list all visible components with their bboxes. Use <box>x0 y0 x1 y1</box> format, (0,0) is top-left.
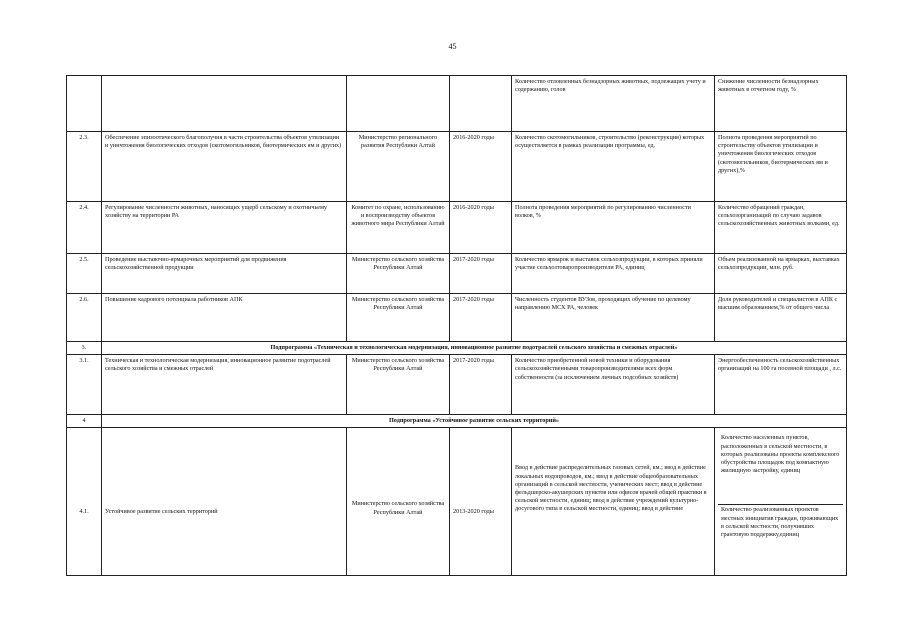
indicator-primary: Полнота проведения мероприятий по регулированию численности волков, % <box>512 202 715 254</box>
indicator-secondary-group <box>715 428 847 576</box>
period: 2017-2020 годы <box>450 355 512 415</box>
row-number: 3.1. <box>67 355 102 415</box>
subprogram-title: Подпрограмма «Техническая и технологическая модернизация, инновационное развитие подотраслей сельского хозяйства и смежных отраслей» <box>102 342 847 355</box>
indicator-secondary: Объем реализованной на ярмарках, выставках сельхозпродукции, млн. руб. <box>715 254 847 294</box>
executor: Комитет по охране, использованию и воспроизводству объектов животного мира Республики Алтай <box>347 202 450 254</box>
subprogram-number: 4 <box>67 415 102 428</box>
table-row <box>67 254 847 294</box>
row-number <box>67 76 102 132</box>
event-name: Техническая и технологическая модернизация, инновационное развитие подотраслей сельского хозяйства и смежных отраслей <box>102 355 347 415</box>
subprogram-number: 3. <box>67 342 102 355</box>
table-row <box>67 428 847 576</box>
indicator-primary: Количество отловленных безнадзорных животных, подлежащих учету и содержанию, голов <box>512 76 715 132</box>
event-name: Устойчивое развитие сельских территорий <box>102 428 347 576</box>
period <box>450 76 512 132</box>
subprogram-row <box>67 342 847 355</box>
executor <box>347 76 450 132</box>
indicator-secondary: Доля руководителей и специалистов в АПК с высшим образованием,% от общего числа <box>715 294 847 342</box>
indicator-primary: Количество скотомогильников, строительство (реконструкция) которых осуществляется в рамках реализации программы, ед. <box>512 132 715 202</box>
indicator-secondary-a: Количество населенных пунктов, расположенных в сельской местности, в которых реализованы проекты комплексного обустройства площадок под компактную жилищную застройку, единиц <box>721 434 840 475</box>
indicator-primary: Количество ярмарок и выставок сельхозпродукции, в которых приняли участие сельхозтоваропроизводители РА, единиц <box>512 254 715 294</box>
executor: Министерство сельского хозяйства Республики Алтай <box>347 428 450 576</box>
indicator-primary: Количество приобретенной новой техники и оборудования сельскохозяйственными товаропроизводителями всех форм собственности (за исключением личных подсобных хозяйств) <box>512 355 715 415</box>
table-row <box>67 76 847 132</box>
indicator-secondary: Снижение численности безнадзорных животных в отчетном году, % <box>715 76 847 132</box>
row-number: 2.4. <box>67 202 102 254</box>
period: 2016-2020 годы <box>450 202 512 254</box>
period: 2017-2020 годы <box>450 294 512 342</box>
event-name <box>102 76 347 132</box>
executor: Министерство сельского хозяйства Республики Алтай <box>347 254 450 294</box>
row-number: 2.3. <box>67 132 102 202</box>
executor: Министерство регионального развития Республики Алтай <box>347 132 450 202</box>
subprogram-title: Подпрограмма «Устойчивое развитие сельских территорий» <box>102 415 847 428</box>
indicator-secondary: Количество обращений граждан, сельхозорганизаций по случаю задавов сельскохозяйственных животных волками, ед. <box>715 202 847 254</box>
period: 2017-2020 годы <box>450 254 512 294</box>
table-row <box>67 355 847 415</box>
event-name: Регулирование численности животных, наносящих ущерб сельскому и охотничьему хозяйству на территории РА <box>102 202 347 254</box>
period: 2013-2020 годы <box>450 428 512 576</box>
event-name: Обеспечение эпизоотического благополучия в части строительства объектов утилизации и уничтожения биологических отходов (скотомогильников, биотермических ям и других) <box>102 132 347 202</box>
table-row <box>67 202 847 254</box>
indicator-secondary: Энергообеспеченность сельскохозяйственных организаций на 100 га посевной площади , л.с. <box>715 355 847 415</box>
executor: Министерство сельского хозяйства Республики Алтай <box>347 355 450 415</box>
indicator-secondary-b: Количество реализованных проектов местных инициатив граждан, проживающих в сельской местности, получивших грантовую поддержку,единиц <box>718 504 843 541</box>
executor: Министерство сельского хозяйства Республики Алтай <box>347 294 450 342</box>
event-name: Повышение кадрового потенциала работников АПК <box>102 294 347 342</box>
subprogram-row <box>67 415 847 428</box>
indicator-primary: Ввод в действие распределительных газовых сетей, км.; ввод в действие локальных водопроводов, км.; ввод в действие общеобразовательных организаций в сельской местности, ученических мест; ввод в действие фельдшерско-акушерских пунктов или офисов врачей общей практики в сельской местности, единиц; ввод в действие учреждений культурно-досугового типа в сельской местности, единиц; ввод в действие <box>512 428 715 576</box>
event-name: Проведение выставочно-ярмарочных мероприятий для продвижения сельскохозяйственной продукции <box>102 254 347 294</box>
period: 2016-2020 годы <box>450 132 512 202</box>
row-number: 2.6. <box>67 294 102 342</box>
program-table <box>66 75 847 576</box>
table-row <box>67 132 847 202</box>
indicator-secondary: Полнота проведения мероприятий по строительству объектов утилизации и уничтожения биологических отходов (скотомогильников, биотермических ям и других),% <box>715 132 847 202</box>
table-row <box>67 294 847 342</box>
row-number: 4.1. <box>67 428 102 576</box>
row-number: 2.5. <box>67 254 102 294</box>
page-number: 45 <box>448 42 457 51</box>
indicator-primary: Численность студентов ВУЗов, проходящих обучение по целевому направлению МСХ РА, человек <box>512 294 715 342</box>
